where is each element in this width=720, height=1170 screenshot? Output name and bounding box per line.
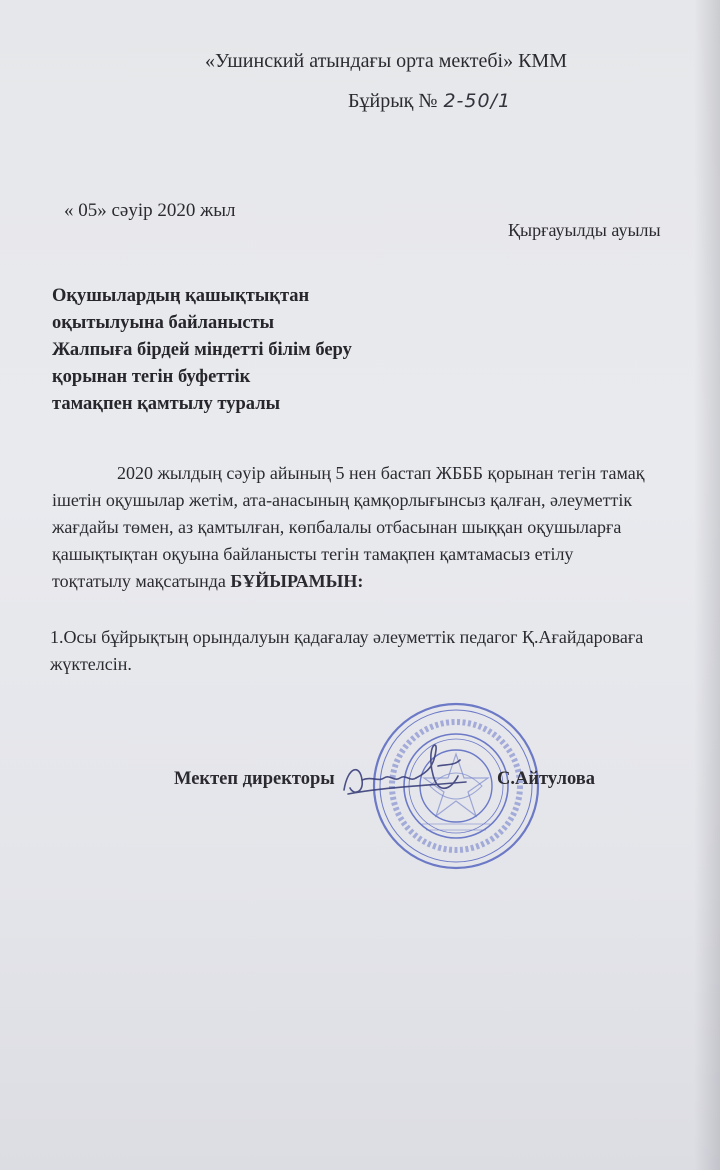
item-line: 1.Осы бұйрықтың орындалуын қадағалау әлеуметтік педагог Қ.Ағайдароваға: [50, 627, 644, 647]
body-line-last: [52, 568, 645, 595]
order-date: « 05» сәуір 2020 жыл: [64, 200, 236, 221]
body-line: қашықтықтан оқуына байланысты тегін тамақпен қамтамасыз етілу: [52, 544, 574, 564]
order-body: [52, 460, 645, 595]
subject-line: Оқушылардың қашықтықтан: [52, 286, 310, 306]
order-line: [348, 90, 511, 113]
subject-line: Жалпыға бірдей міндетті білім беру: [52, 340, 352, 360]
subject-line: тамақпен қамтылу туралы: [52, 394, 281, 414]
order-number: 2-50/1: [443, 90, 512, 112]
body-line: 2020 жылдың сәуір айының 5 нен бастап ЖБББ қорынан тегін тамақ: [117, 463, 645, 483]
order-item-1: [50, 624, 643, 678]
paper-edge-shadow: [694, 0, 720, 1170]
body-line: жағдайы төмен, аз қамтылған, көпбалалы отбасынан шыққан оқушыларға: [52, 517, 622, 537]
subject-line: оқытылуына байланысты: [52, 313, 275, 333]
subject-line: қорынан тегін буфеттік: [52, 367, 251, 387]
order-label: Бұйрық №: [348, 90, 438, 112]
organization-name: «Ушинский атындағы орта мектебі» КММ: [205, 50, 567, 72]
village-name: Қырғауылды ауылы: [508, 220, 661, 240]
signatory-name: С.Айтулова: [497, 769, 596, 789]
order-subject: [52, 283, 352, 418]
signature-title: Мектеп директоры: [174, 769, 335, 789]
handwritten-signature-icon: [338, 736, 478, 806]
body-line: ішетін оқушылар жетім, ата-анасының қамқорлығынсыз қалған, әлеуметтік: [52, 490, 633, 510]
item-line: жүктелсін.: [50, 654, 132, 674]
body-line-prefix: тоқтатылу мақсатында: [52, 571, 231, 591]
order-keyword: БҰЙЫРАМЫН:: [230, 571, 364, 591]
